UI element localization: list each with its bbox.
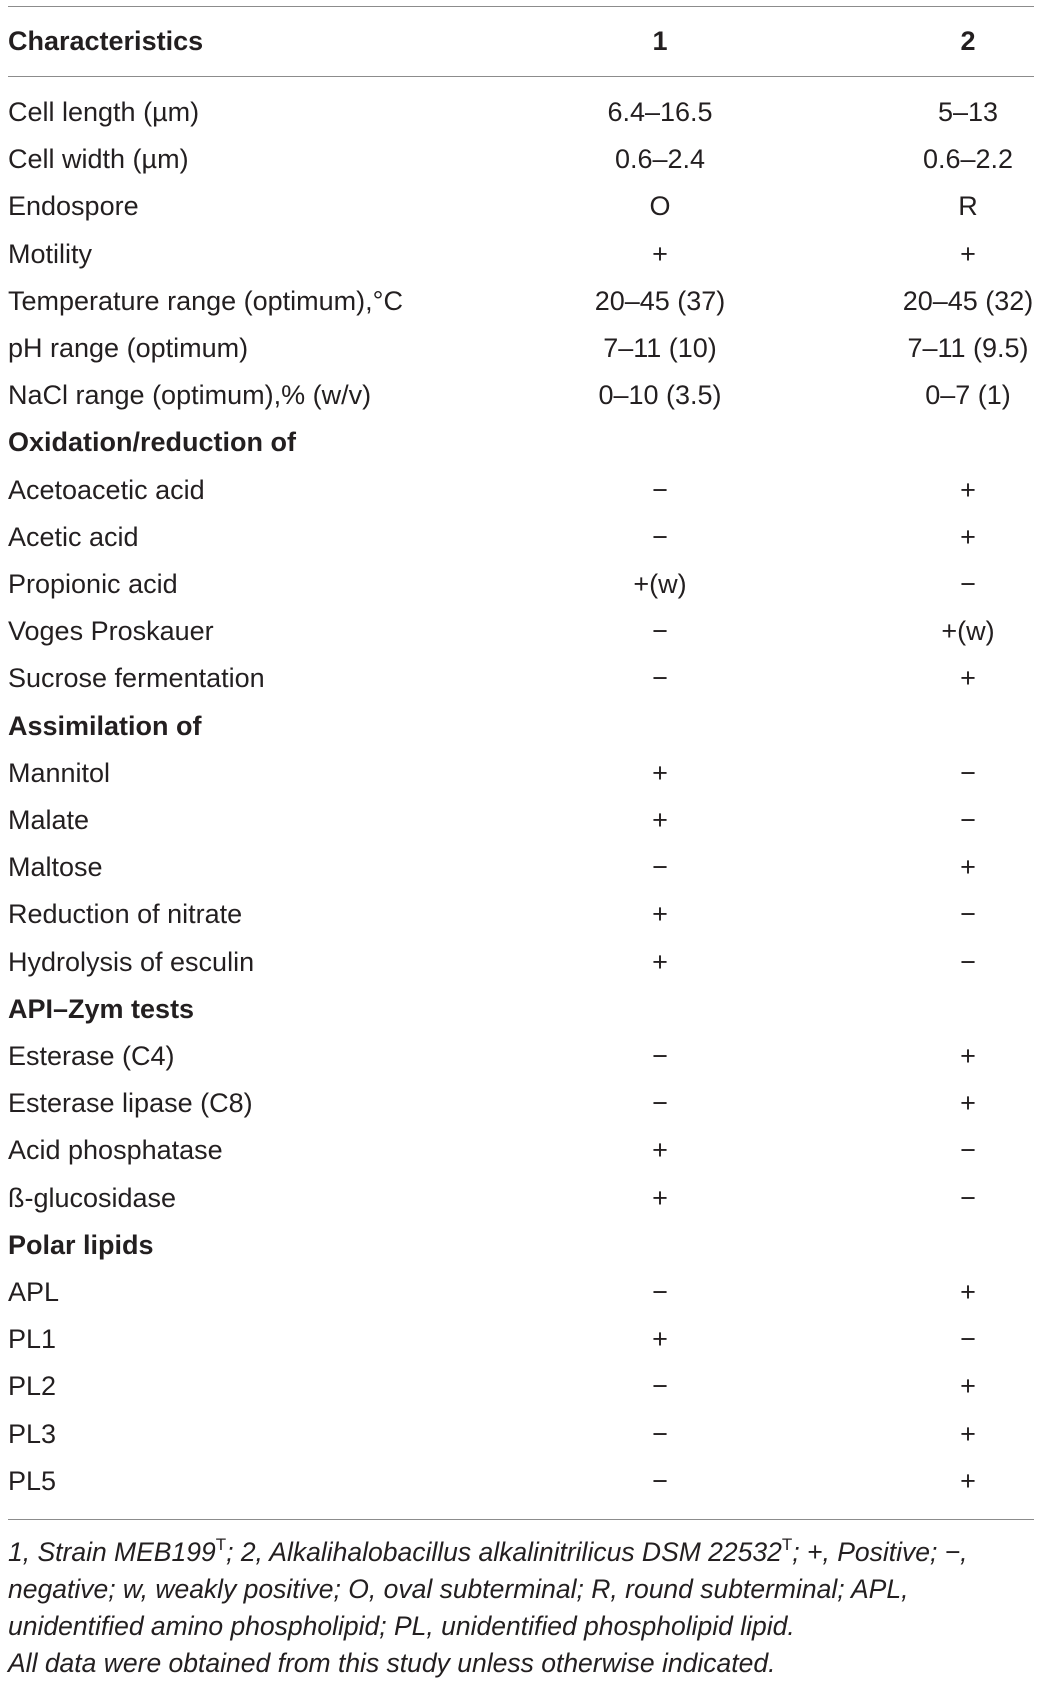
row-label: ß-glucosidase: [8, 1182, 177, 1213]
value-strain-1: −: [652, 1371, 668, 1402]
value-strain-2: −: [960, 899, 976, 930]
row-label: NaCl range (optimum),% (w/v): [8, 380, 372, 411]
value-strain-1: −: [652, 616, 668, 647]
header-col-1: 1: [652, 25, 668, 56]
value-strain-1: −: [652, 852, 668, 883]
value-strain-1: 0–10 (3.5): [598, 380, 722, 411]
value-strain-1: −: [652, 1041, 668, 1071]
table-row: [0, 183, 1042, 230]
table-bottom-rule: [8, 1519, 1034, 1520]
value-strain-2: R: [958, 191, 978, 222]
value-strain-2: 7–11 (9.5): [907, 333, 1029, 363]
table-row: [0, 136, 1042, 183]
value-strain-1: −: [652, 474, 668, 505]
value-strain-1: 0.6–2.4: [614, 144, 706, 175]
value-strain-2: [868, 703, 1042, 750]
value-strain-1: [560, 419, 760, 466]
row-label: Sucrose fermentation: [8, 663, 265, 694]
section-title: Polar lipids: [8, 1229, 154, 1260]
row-label: Acid phosphatase: [8, 1135, 223, 1166]
value-strain-1: −: [652, 521, 668, 552]
footnote-line-1: 1, Strain $MEB199^T$; 2, Alkalihalobacillus alkalinitrilicus DSM $22532^T$; +, Positive; −, negative; w, weakly positive; O, oval subterminal; R, round subterminal; APL, unidentified amino phospholipid; PL, unidentified phospholipid lipid.: [8, 1535, 968, 1641]
value-strain-1: 20–45 (37): [594, 285, 726, 316]
value-strain-2: +: [960, 521, 976, 552]
footnote-line-2: All data were obtained from this study unless otherwise indicated.: [8, 1648, 776, 1678]
table-row: [0, 1458, 1042, 1505]
value-strain-2: −: [960, 1182, 976, 1213]
value-strain-1: [560, 1222, 760, 1269]
value-strain-1: −: [652, 1465, 668, 1496]
row-label: Acetoacetic acid: [8, 474, 205, 505]
table-row: [0, 891, 1042, 938]
value-strain-1: +: [652, 1135, 668, 1166]
value-strain-1: +: [652, 946, 668, 977]
row-label: Esterase (C4): [8, 1041, 175, 1071]
value-strain-2: +: [960, 1088, 976, 1119]
value-strain-1: +: [652, 757, 668, 788]
table-row: [0, 372, 1042, 419]
table-top-rule: [8, 6, 1034, 7]
row-label: PL1: [8, 1324, 57, 1355]
value-strain-1: −: [652, 663, 668, 694]
section-header-row: [0, 1222, 1042, 1269]
value-strain-1: +: [652, 805, 668, 835]
row-label: PL3: [8, 1418, 57, 1449]
value-strain-2: +: [960, 1371, 976, 1402]
value-strain-2: +: [960, 1041, 976, 1071]
table-row: [0, 1127, 1042, 1174]
value-strain-2: +(w): [941, 616, 995, 647]
table-row: [0, 231, 1042, 278]
value-strain-2: [868, 986, 1042, 1033]
value-strain-2: +: [960, 663, 976, 694]
section-header-row: [0, 419, 1042, 466]
table-row: [0, 1411, 1042, 1458]
value-strain-1: +: [652, 899, 668, 930]
value-strain-1: 7–11 (10): [603, 333, 717, 363]
table-row: [0, 1316, 1042, 1363]
table-row: [0, 655, 1042, 702]
value-strain-1: +: [652, 1324, 668, 1355]
table-footnote: [8, 1534, 1038, 1682]
row-label: Propionic acid: [8, 569, 178, 599]
table-row: [0, 467, 1042, 514]
value-strain-2: 5–13: [937, 97, 999, 127]
section-header-row: [0, 986, 1042, 1033]
value-strain-2: 0–7 (1): [925, 380, 1011, 411]
table-row: [0, 844, 1042, 891]
row-label: Voges Proskauer: [8, 616, 214, 647]
row-label: Acetic acid: [8, 521, 139, 552]
row-label: APL: [8, 1277, 60, 1307]
value-strain-1: −: [652, 1277, 668, 1307]
row-label: Cell length (µm): [8, 97, 200, 127]
value-strain-2: +: [960, 852, 976, 883]
row-label: Hydrolysis of esculin: [8, 946, 255, 977]
value-strain-1: [560, 703, 760, 750]
value-strain-1: 6.4–16.5: [607, 97, 713, 127]
value-strain-2: −: [960, 757, 976, 788]
value-strain-2: −: [960, 1324, 976, 1355]
value-strain-2: −: [960, 569, 976, 599]
table-row: [0, 1363, 1042, 1410]
table-row: [0, 797, 1042, 844]
value-strain-2: 20–45 (32): [902, 285, 1034, 316]
table-row: [0, 939, 1042, 986]
table-row: [0, 561, 1042, 608]
section-title: Oxidation/reduction of: [8, 427, 296, 458]
header-characteristics: Characteristics: [8, 25, 204, 56]
value-strain-1: [560, 986, 760, 1033]
row-label: Esterase lipase (C8): [8, 1088, 253, 1119]
value-strain-2: −: [960, 1135, 976, 1166]
table-row: [0, 1080, 1042, 1127]
row-label: Reduction of nitrate: [8, 899, 243, 930]
value-strain-1: +: [652, 1182, 668, 1213]
value-strain-2: +: [960, 1418, 976, 1449]
table-row: [0, 89, 1042, 136]
section-title: API–Zym tests: [8, 993, 195, 1024]
header-col-2: 2: [960, 25, 976, 56]
value-strain-1: O: [649, 191, 671, 222]
value-strain-2: [868, 419, 1042, 466]
row-label: Endospore: [8, 191, 139, 222]
row-label: Motility: [8, 238, 93, 269]
table-row: [0, 750, 1042, 797]
row-label: Cell width (µm): [8, 144, 189, 175]
value-strain-1: −: [652, 1088, 668, 1119]
table-row: [0, 1269, 1042, 1316]
row-label: Temperature range (optimum),°C: [8, 285, 403, 316]
section-header-row: [0, 703, 1042, 750]
value-strain-2: +: [960, 474, 976, 505]
value-strain-1: +(w): [633, 569, 687, 599]
section-title: Assimilation of: [8, 710, 202, 741]
value-strain-1: +: [652, 238, 668, 269]
table-row: [0, 1175, 1042, 1222]
table-row: [0, 278, 1042, 325]
row-label: Mannitol: [8, 757, 111, 788]
value-strain-2: +: [960, 238, 976, 269]
table-row: [0, 325, 1042, 372]
row-label: PL5: [8, 1465, 57, 1496]
value-strain-2: [868, 1222, 1042, 1269]
value-strain-2: +: [960, 1465, 976, 1496]
table-row: [0, 514, 1042, 561]
row-label: Malate: [8, 805, 90, 835]
table-row: [0, 608, 1042, 655]
value-strain-2: +: [960, 1277, 976, 1307]
row-label: Maltose: [8, 852, 103, 883]
table-header-rule: [8, 76, 1034, 77]
table-header-row: [0, 8, 1042, 74]
value-strain-1: −: [652, 1418, 668, 1449]
table-row: [0, 1033, 1042, 1080]
row-label: PL2: [8, 1371, 57, 1402]
value-strain-2: −: [960, 946, 976, 977]
value-strain-2: −: [960, 805, 976, 835]
row-label: pH range (optimum): [8, 333, 249, 363]
value-strain-2: 0.6–2.2: [922, 144, 1014, 175]
